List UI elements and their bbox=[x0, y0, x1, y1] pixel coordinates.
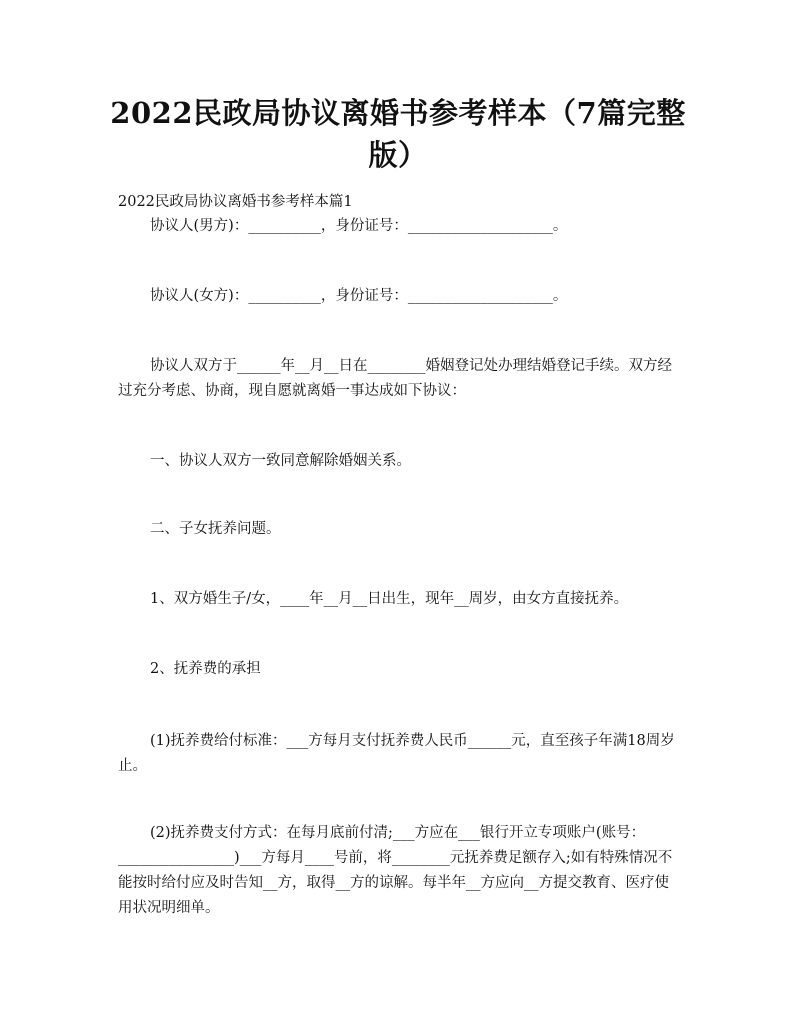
paragraph-support-payment: (2)抚养费支付方式：在每月底前付清;___方应在___银行开立专项账户(账号：________________)___方每月____号前，将________元抚养费足额存入;如有特殊情况不能按时给付应及时告知__方，取得__方的谅解。每半年__方应向__方提交教育、医疗使用状况明细单。 bbox=[118, 825, 673, 916]
section-heading: 2022民政局协议离婚书参考样本篇1 bbox=[118, 194, 353, 210]
paragraph-child-info: 1、双方婚生子/女，____年__月__日出生，现年__周岁，由女方直接抚养。 bbox=[150, 591, 629, 607]
paragraph-clause-2: 二、子女抚养问题。 bbox=[150, 521, 281, 537]
paragraph-support-heading: 2、抚养费的承担 bbox=[150, 661, 261, 677]
paragraph-support-standard: (1)抚养费给付标准：___方每月支付抚养费人民币______元，直至孩子年满18周岁止。 bbox=[118, 733, 675, 774]
paragraph-clause-1: 一、协议人双方一致同意解除婚姻关系。 bbox=[150, 453, 411, 469]
paragraph-female-party: 协议人(女方)：__________，身份证号：____________________。 bbox=[150, 288, 568, 304]
document-title: 2022民政局协议离婚书参考样本（7篇完整版） bbox=[110, 96, 686, 172]
paragraph-male-party: 协议人(男方)：__________，身份证号：____________________。 bbox=[150, 218, 568, 234]
paragraph-marriage-registration: 协议人双方于______年__月__日在________婚姻登记处办理结婚登记手续。双方经过充分考虑、协商，现自愿就离婚一事达成如下协议： bbox=[118, 358, 672, 399]
